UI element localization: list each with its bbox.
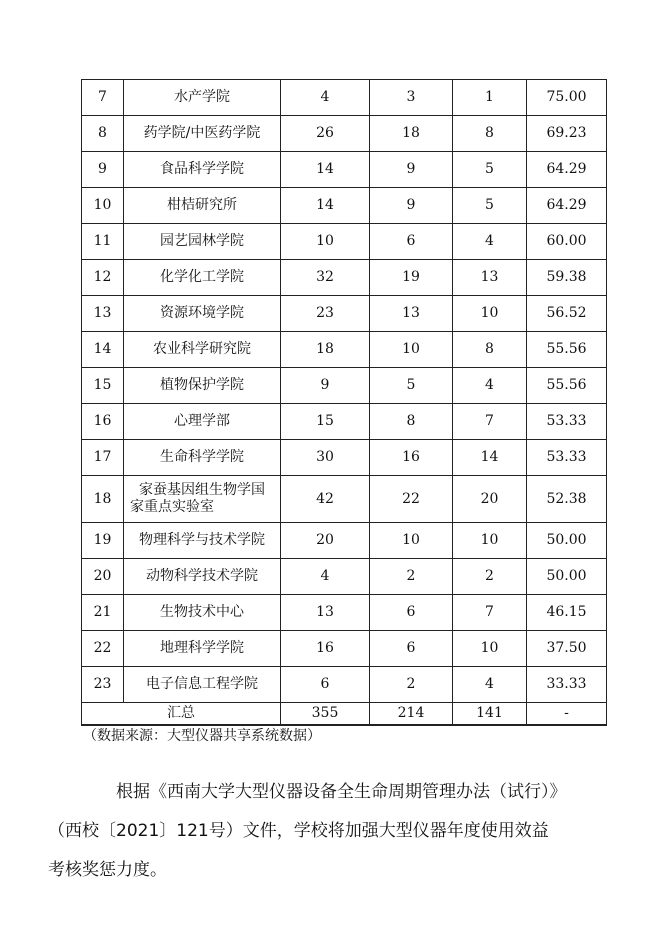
rank-cell: 18 [82, 476, 124, 523]
source-note: （数据来源：大型仪器共享系统数据） [83, 728, 321, 744]
table-row [82, 332, 607, 368]
rate-cell: 53.33 [527, 404, 607, 440]
count-a-cell: 9 [370, 188, 453, 224]
rank-cell: 23 [82, 667, 124, 703]
count-b-cell: 7 [453, 404, 527, 440]
rank-cell: 16 [82, 404, 124, 440]
count-b-cell: 4 [453, 368, 527, 404]
unit-cell: 农业科学研究院 [124, 332, 281, 368]
rank-cell: 15 [82, 368, 124, 404]
total-cell: 9 [281, 368, 370, 404]
total-cell: 6 [281, 667, 370, 703]
rank-cell: 10 [82, 188, 124, 224]
table-row [82, 523, 607, 559]
paragraph-line-1: 根据《西南大学大型仪器设备全生命周期管理办法（试行）》 [116, 782, 567, 802]
table-row [82, 260, 607, 296]
count-a-cell: 8 [370, 404, 453, 440]
unit-cell: 水产学院 [124, 80, 281, 116]
count-b-cell: 5 [453, 188, 527, 224]
summary-rate: - [527, 703, 607, 725]
rank-cell: 9 [82, 152, 124, 188]
unit-cell: 化学化工学院 [124, 260, 281, 296]
rank-cell: 13 [82, 296, 124, 332]
count-b-cell: 8 [453, 332, 527, 368]
total-cell: 10 [281, 224, 370, 260]
rate-cell: 33.33 [527, 667, 607, 703]
table-row [82, 440, 607, 476]
count-b-cell: 14 [453, 440, 527, 476]
total-cell: 26 [281, 116, 370, 152]
rank-cell: 22 [82, 631, 124, 667]
total-cell: 4 [281, 80, 370, 116]
count-b-cell: 10 [453, 296, 527, 332]
count-a-cell: 3 [370, 80, 453, 116]
table-row [82, 152, 607, 188]
unit-cell: 植物保护学院 [124, 368, 281, 404]
unit-cell: 电子信息工程学院 [124, 667, 281, 703]
rate-cell: 50.00 [527, 523, 607, 559]
total-cell: 13 [281, 595, 370, 631]
body-paragraph [48, 773, 602, 890]
rank-cell: 8 [82, 116, 124, 152]
table-row [82, 116, 607, 152]
unit-cell: 动物科学技术学院 [124, 559, 281, 595]
rate-cell: 46.15 [527, 595, 607, 631]
total-cell: 14 [281, 152, 370, 188]
count-b-cell: 5 [453, 152, 527, 188]
rate-cell: 64.29 [527, 152, 607, 188]
rank-cell: 21 [82, 595, 124, 631]
rank-cell: 12 [82, 260, 124, 296]
summary-total: 355 [281, 703, 370, 725]
total-cell: 23 [281, 296, 370, 332]
unit-cell: 柑桔研究所 [124, 188, 281, 224]
rank-cell: 11 [82, 224, 124, 260]
paragraph-line-2: （西校〔2021〕121号）文件，学校将加强大型仪器年度使用效益 [48, 821, 549, 841]
table-row [82, 368, 607, 404]
table-row [82, 188, 607, 224]
table-row [82, 476, 607, 523]
count-b-cell: 4 [453, 224, 527, 260]
unit-cell: 心理学部 [124, 404, 281, 440]
count-a-cell: 5 [370, 368, 453, 404]
rate-cell: 59.38 [527, 260, 607, 296]
total-cell: 15 [281, 404, 370, 440]
rate-cell: 55.56 [527, 332, 607, 368]
count-b-cell: 2 [453, 559, 527, 595]
table-row [82, 667, 607, 703]
count-a-cell: 13 [370, 296, 453, 332]
count-b-cell: 4 [453, 667, 527, 703]
count-a-cell: 10 [370, 523, 453, 559]
rate-cell: 64.29 [527, 188, 607, 224]
count-b-cell: 10 [453, 523, 527, 559]
rate-cell: 37.50 [527, 631, 607, 667]
count-a-cell: 6 [370, 631, 453, 667]
total-cell: 14 [281, 188, 370, 224]
unit-line-2: 家重点实验室 [130, 499, 214, 515]
rank-cell: 19 [82, 523, 124, 559]
total-cell: 16 [281, 631, 370, 667]
unit-cell: 地理科学学院 [124, 631, 281, 667]
total-cell: 32 [281, 260, 370, 296]
table-row [82, 631, 607, 667]
count-a-cell: 16 [370, 440, 453, 476]
unit-cell: 资源环境学院 [124, 296, 281, 332]
count-a-cell: 9 [370, 152, 453, 188]
summary-count-b: 141 [453, 703, 527, 725]
count-a-cell: 18 [370, 116, 453, 152]
rate-cell: 55.56 [527, 368, 607, 404]
unit-cell: 药学院/中医药学院 [124, 116, 281, 152]
rate-cell: 69.23 [527, 116, 607, 152]
total-cell: 4 [281, 559, 370, 595]
rate-cell: 50.00 [527, 559, 607, 595]
count-b-cell: 20 [453, 476, 527, 523]
count-b-cell: 13 [453, 260, 527, 296]
table-row [82, 595, 607, 631]
table-row [82, 296, 607, 332]
total-cell: 30 [281, 440, 370, 476]
total-cell: 20 [281, 523, 370, 559]
unit-cell: 园艺园林学院 [124, 224, 281, 260]
rank-cell: 20 [82, 559, 124, 595]
table-row [82, 80, 607, 116]
summary-label: 汇总 [82, 703, 281, 725]
table-row [82, 559, 607, 595]
rank-cell: 7 [82, 80, 124, 116]
count-b-cell: 10 [453, 631, 527, 667]
count-b-cell: 8 [453, 116, 527, 152]
rate-cell: 60.00 [527, 224, 607, 260]
paragraph-line-3: 考核奖惩力度。 [48, 860, 167, 880]
count-a-cell: 2 [370, 667, 453, 703]
table-row [82, 224, 607, 260]
summary-row [82, 703, 607, 725]
unit-cell: 生命科学学院 [124, 440, 281, 476]
unit-cell: 物理科学与技术学院 [124, 523, 281, 559]
unit-line-1: 家蚕基因组生物学国 [139, 482, 265, 498]
rank-cell: 17 [82, 440, 124, 476]
instrument-usage-table [81, 79, 607, 726]
count-b-cell: 7 [453, 595, 527, 631]
count-a-cell: 22 [370, 476, 453, 523]
count-a-cell: 6 [370, 595, 453, 631]
rate-cell: 53.33 [527, 440, 607, 476]
count-a-cell: 19 [370, 260, 453, 296]
count-a-cell: 2 [370, 559, 453, 595]
count-a-cell: 6 [370, 224, 453, 260]
count-b-cell: 1 [453, 80, 527, 116]
unit-cell: 食品科学学院 [124, 152, 281, 188]
unit-cell: 生物技术中心 [124, 595, 281, 631]
summary-count-a: 214 [370, 703, 453, 725]
table-row [82, 404, 607, 440]
total-cell: 18 [281, 332, 370, 368]
rate-cell: 75.00 [527, 80, 607, 116]
count-a-cell: 10 [370, 332, 453, 368]
unit-cell [124, 476, 281, 523]
rate-cell: 52.38 [527, 476, 607, 523]
rate-cell: 56.52 [527, 296, 607, 332]
rank-cell: 14 [82, 332, 124, 368]
total-cell: 42 [281, 476, 370, 523]
